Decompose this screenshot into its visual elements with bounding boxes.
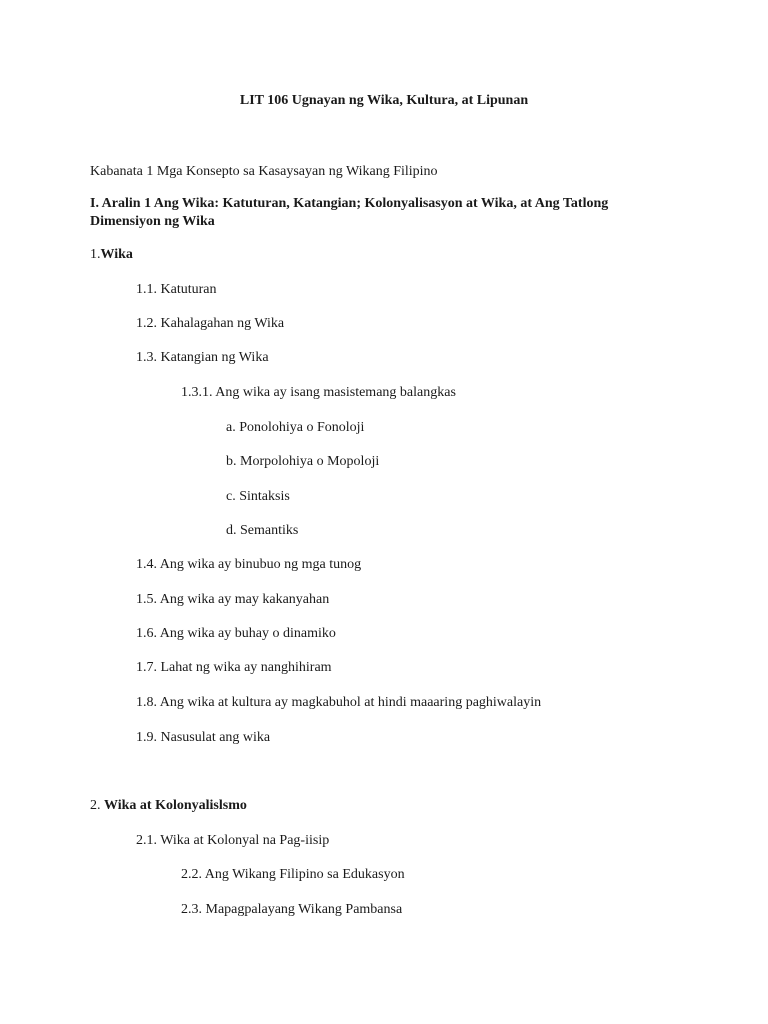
list-item: 1.9. Nasusulat ang wika: [136, 730, 271, 745]
list-item: 2.3. Mapagpalayang Wikang Pambansa: [181, 902, 403, 917]
sub-list-item: 1.3.1. Ang wika ay isang masistemang balangkas: [181, 385, 456, 400]
document-title: LIT 106 Ugnayan ng Wika, Kultura, at Lipunan: [239, 93, 529, 108]
section-2-label: Wika at Kolonyalislsmo: [104, 798, 247, 813]
lesson-heading-line1: I. Aralin 1 Ang Wika: Katuturan, Katangian; Kolonyalisasyon at Wika, at Ang Tatlong: [90, 196, 609, 211]
list-item: 2.1. Wika at Kolonyal na Pag-iisip: [136, 833, 330, 848]
lesson-heading-line2: Dimensiyon ng Wika: [90, 214, 215, 229]
sub-sub-list-item: d. Semantiks: [226, 523, 299, 538]
section-1-label: Wika: [100, 247, 133, 262]
section-2-heading: [90, 797, 247, 815]
list-item: 1.5. Ang wika ay may kakanyahan: [136, 592, 330, 607]
list-item: 1.7. Lahat ng wika ay nanghihiram: [136, 660, 332, 675]
list-item: 1.6. Ang wika ay buhay o dinamiko: [136, 626, 336, 641]
list-item: 1.3. Katangian ng Wika: [136, 350, 269, 365]
list-item: 1.2. Kahalagahan ng Wika: [136, 316, 285, 331]
sub-sub-list-item: b. Morpolohiya o Mopoloji: [226, 454, 380, 469]
list-item: 1.8. Ang wika at kultura ay magkabuhol at hindi maaaring paghiwalayin: [136, 695, 542, 710]
chapter-heading: Kabanata 1 Mga Konsepto sa Kasaysayan ng Wikang Filipino: [90, 164, 438, 179]
sub-sub-list-item: c. Sintaksis: [226, 489, 290, 504]
list-item: 1.1. Katuturan: [136, 282, 217, 297]
list-item: 2.2. Ang Wikang Filipino sa Edukasyon: [181, 867, 405, 882]
sub-sub-list-item: a. Ponolohiya o Fonoloji: [226, 420, 365, 435]
section-1-number: 1.: [90, 247, 101, 262]
section-1-heading: [90, 246, 133, 264]
list-item: 1.4. Ang wika ay binubuo ng mga tunog: [136, 557, 362, 572]
section-2-number: 2.: [90, 798, 101, 813]
